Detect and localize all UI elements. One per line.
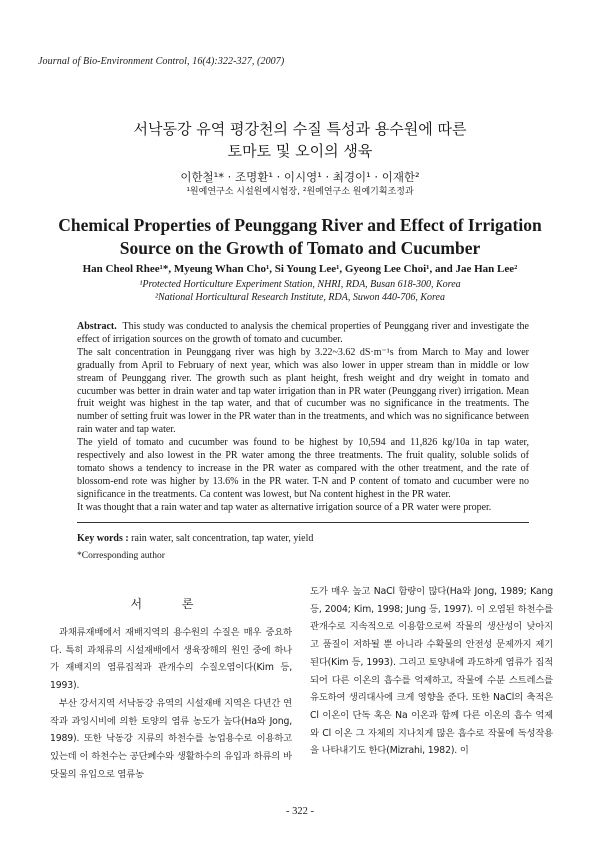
korean-affiliations: ¹원예연구소 시설원예시험장, ²원예연구소 원예기획조정과 bbox=[186, 187, 414, 197]
abstract-paragraph-2: The salt concentration in Peunggang river was high by 3.22~3.62 dS·m⁻¹s from March to May and lower gradually from April to February of next year, which was also lower in upper stream than in middle or low stream of Peunggang river. The growth such as plant height, fresh weight and dry weight in tomato and cucumber was better in drain water and tap water irrigation than in PR water (Peunggang river) irrigation. Mean fruit weight was highest in the tap water, and that of cucumber was no significance in the treatments. The number of setting fruit was lower in the PR water than in the treatments, and which was no significance between rain water and tap water. bbox=[77, 346, 529, 436]
english-affiliations bbox=[0, 278, 600, 304]
corresponding-author-note: *Corresponding author bbox=[77, 551, 165, 561]
korean-title-line-1: 서낙동강 유역 평강천의 수질 특성과 용수원에 따른 bbox=[133, 120, 467, 138]
abstract-label: Abstract. bbox=[77, 321, 117, 332]
korean-title bbox=[0, 118, 600, 162]
abstract-paragraph-1 bbox=[77, 321, 529, 347]
abstract-divider bbox=[77, 522, 529, 523]
english-affiliation-1: ¹Protected Horticulture Experiment Station, NHRI, RDA, Busan 618-300, Korea bbox=[139, 279, 461, 290]
abstract bbox=[77, 321, 529, 515]
section-heading-introduction: 서 론 bbox=[130, 597, 212, 611]
english-authors: Han Cheol Rhee¹*, Myeung Whan Cho¹, Si Young Lee¹, Gyeong Lee Choi¹, and Jae Han Lee² bbox=[82, 263, 518, 275]
keywords bbox=[77, 533, 313, 544]
page-number: - 322 - bbox=[286, 806, 314, 817]
left-column bbox=[50, 624, 292, 783]
english-title-line-2: Source on the Growth of Tomato and Cucumber bbox=[119, 238, 481, 258]
korean-title-line-2: 토마토 및 오이의 생육 bbox=[227, 142, 373, 160]
right-column bbox=[310, 583, 553, 760]
english-title-line-1: Chemical Properties of Peunggang River and Effect of Irrigation bbox=[58, 215, 542, 235]
english-affiliation-2: ²National Horticultural Research Institute, RDA, Suwon 440-706, Korea bbox=[154, 292, 445, 303]
korean-authors: 이한철¹* · 조명환¹ · 이시영¹ · 최경이¹ · 이재한² bbox=[180, 170, 420, 184]
english-title bbox=[0, 214, 600, 260]
abstract-paragraph-3: The yield of tomato and cucumber was found to be highest by 10,594 and 11,826 kg/10a in tap water, respectively and also lowest in the PR water among the three treatments. The fruit quality, soluble solids of tomato shows a tendency to increase in the PR water as compared with the other treatment, and the rate of blossom-end rote was higher by 13.6% in the PR water. T-N and P content of tomato and cucumber were no significance in the treatments. Ca content was lowest, but Na content highest in the PR water. bbox=[77, 437, 529, 500]
keywords-text: rain water, salt concentration, tap water, yield bbox=[131, 533, 314, 544]
left-paragraph-2: 부산 강서지역 서낙동강 유역의 시설재배 지역은 다년간 연작과 과잉시비에 의한 토양의 염류 농도가 높다(Ha와 Jong, 1989). 또한 낙동강 지류의 하천수를 농업용수로 이용하고 있는데 이 하천수는 공단폐수와 생활하수의 유입과 하류의 바닷물의 유입으로 염류농 bbox=[50, 697, 292, 780]
keywords-label: Key words : bbox=[77, 533, 129, 544]
right-paragraph-1: 도가 매우 높고 NaCl 함량이 많다(Ha와 Jong, 1989; Kang 등, 2004; Kim, 1998; Jung 등, 1997). 이 오염된 하천수를 관개수로 지속적으로 이용함으로써 작물의 생산성이 낮아지고 품질이 저하될 뿐 아니라 수확물의 안전성 문제까지 제기된다(Kim 등, 1993). 그리고 토양내에 과도하게 염류가 집적되어 다른 이온의 흡수를 억제하고, 작물에 수분 스트레스를 유도하여 생리대사에 크게 영향을 준다. 또한 NaCl의 축적은 Cl 이온이 단독 혹은 Na 이온과 함께 다른 이온의 흡수 억제와 Cl 이온 그 자체의 지나치게 많은 흡수로 작물에 독성작용을 나타내기도 한다(Mizrahi, 1982). 이 bbox=[310, 586, 553, 757]
abstract-text-1: This study was conducted to analysis the chemical properties of Peunggang river and investigate the effect of irrigation sources on the growth of tomato and cucumber. bbox=[77, 321, 529, 345]
left-paragraph-1: 과채류재배에서 재배지역의 용수원의 수질은 매우 중요하다. 특히 과채류의 시설재배에서 생육장해의 원인 중에 하나가 재배지의 염류집적과 관개수의 수질오염이다(Kim 등, 1993). bbox=[50, 627, 292, 692]
abstract-paragraph-4: It was thought that a rain water and tap water as alternative irrigation source of a PR water were proper. bbox=[77, 501, 492, 513]
journal-citation: Journal of Bio-Environment Control, 16(4):322-327, (2007) bbox=[38, 56, 285, 67]
